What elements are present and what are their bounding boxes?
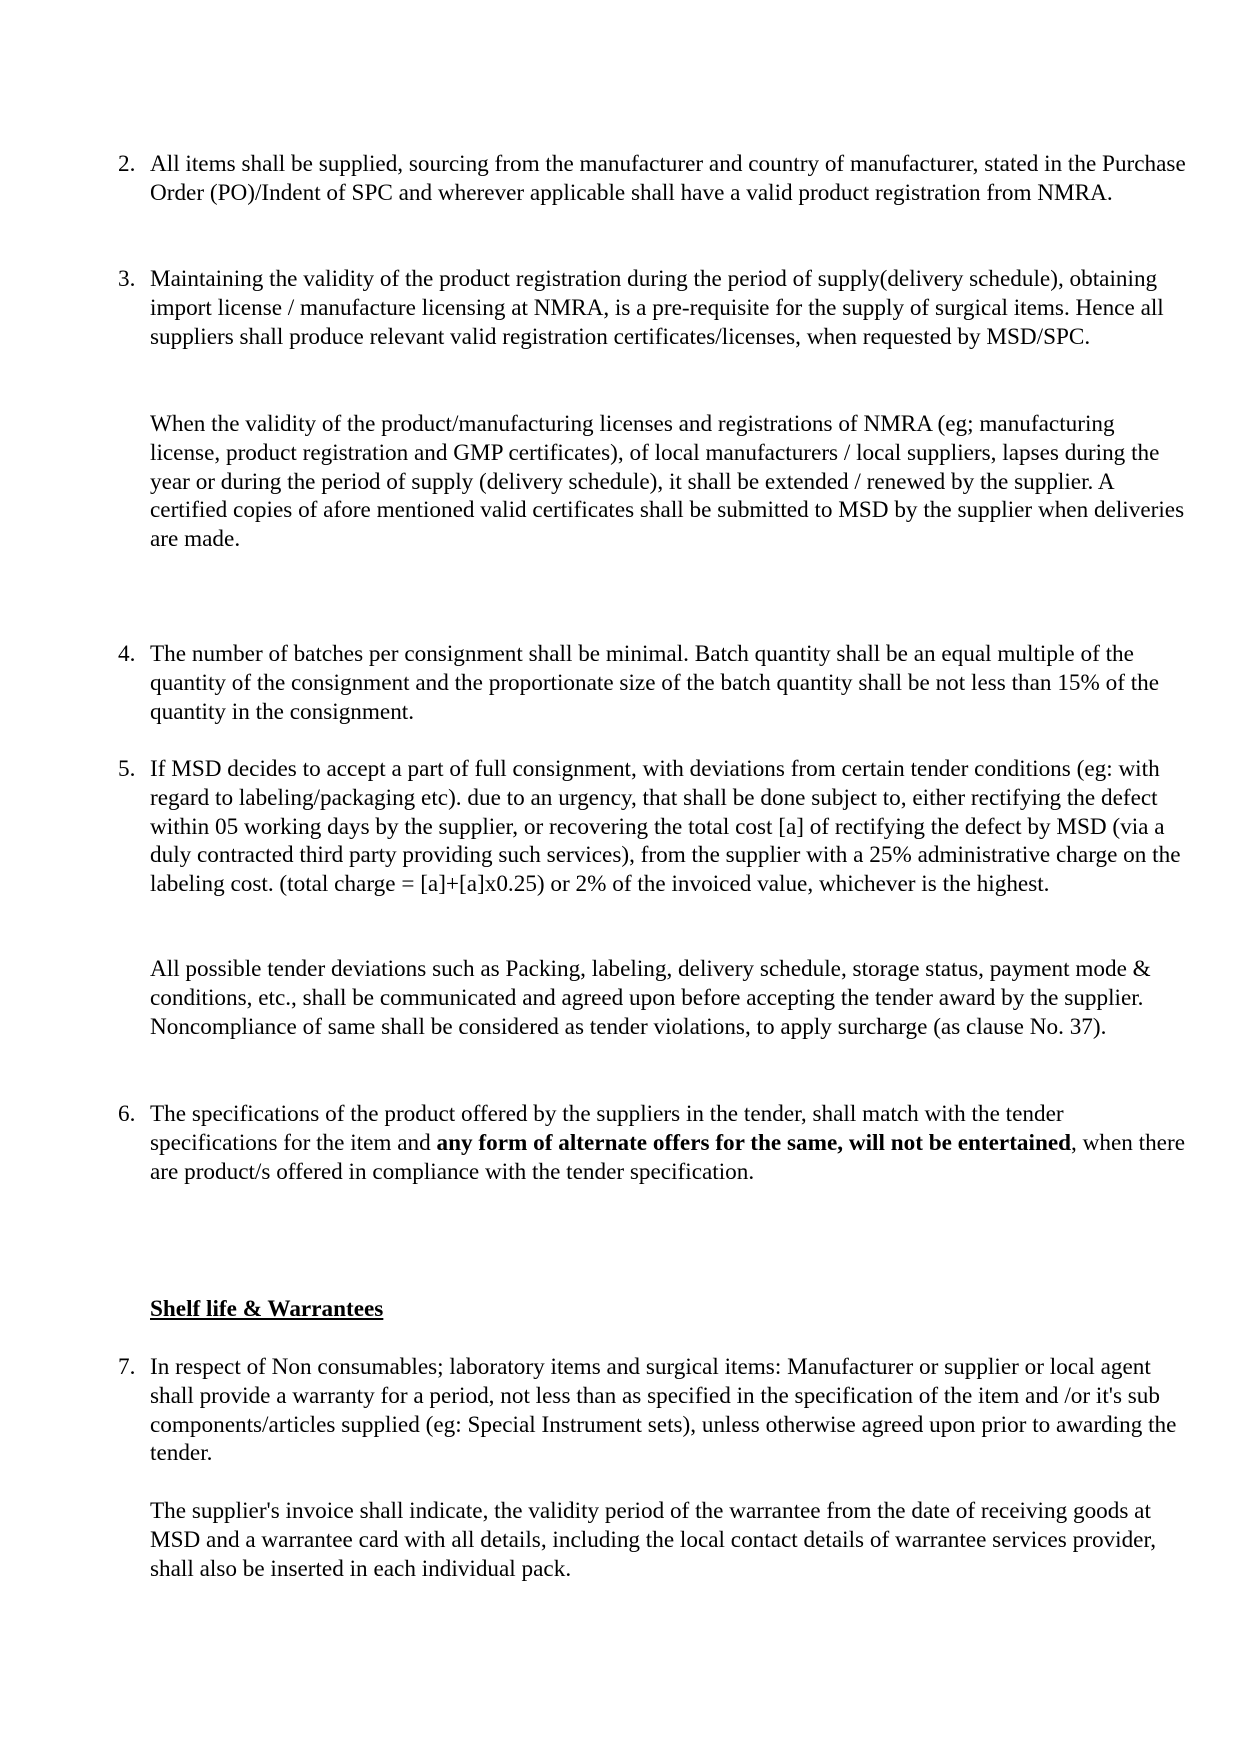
clause-7 xyxy=(118,1353,1188,1468)
clause-text xyxy=(150,1100,1188,1186)
clause-3-paragraph: When the validity of the product/manufacturing licenses and registrations of NMRA (eg; manufacturing license, product registration and GMP certificates), of local manufacturers / local suppliers, lapses during the year or during the period of supply (delivery schedule), it shall be extended / renewed by the supplier. A certified copies of afore mentioned valid certificates shall be submitted to MSD by the supplier when deliveries are made. xyxy=(150,411,1185,553)
clause-5-paragraph: All possible tender deviations such as Packing, labeling, delivery schedule, storage status, payment mode & conditions, etc., shall be communicated and agreed upon before accepting the tender award by the supplier. Noncompliance of same shall be considered as tender violations, to apply surcharge (as clause No. 37). xyxy=(150,956,1151,1040)
clause-number: 5. xyxy=(118,756,136,782)
clause-number: 3. xyxy=(118,266,136,292)
clause-text: The number of batches per consignment shall be minimal. Batch quantity shall be an equal multiple of the quantity of the consignment and the proportionate size of the batch quantity shall be not less than 15% of the quantity in the consignment. xyxy=(150,641,1160,725)
clause-number: 7. xyxy=(118,1354,136,1380)
clause-7-paragraph: The supplier's invoice shall indicate, the validity period of the warrantee from the date of receiving goods at MSD and a warrantee card with all details, including the local contact details of warrantee services provider, shall also be inserted in each individual pack. xyxy=(150,1498,1157,1582)
clause-text: Maintaining the validity of the product registration during the period of supply(delivery schedule), obtaining import license / manufacture licensing at NMRA, is a pre-requisite for the supply of surgical items. Hence all suppliers shall produce relevant valid registration certificates/licenses, when requested by MSD/SPC. xyxy=(150,266,1164,350)
section-heading: Shelf life & Warrantees xyxy=(150,1296,384,1322)
clause-3 xyxy=(118,265,1188,351)
clause-text-bold: any form of alternate offers for the same, will not be entertained xyxy=(436,1129,1072,1156)
clause-number: 6. xyxy=(118,1101,136,1127)
clause-6 xyxy=(118,1100,1188,1186)
clause-2 xyxy=(118,150,1188,208)
clause-number: 2. xyxy=(118,151,136,177)
clause-text: If MSD decides to accept a part of full consignment, with deviations from certain tender conditions (eg: with regard to labeling/packaging etc). due to an urgency, that shall be done subject to, either rectifying the defect within 05 working days by the supplier, or recovering the total cost [a] of rectifying the defect by MSD (via a duly contracted third party providing such services), from the supplier with a 25% administrative charge on the labeling cost. (total charge = [a]+[a]x0.25) or 2% of the invoiced value, whichever is the highest. xyxy=(150,756,1181,898)
clause-text-regular: The specifications of the product offered by the suppliers in the tender, shall match with the tender specifications for the item and xyxy=(150,1101,1064,1156)
clause-5 xyxy=(118,755,1188,899)
clause-text: In respect of Non consumables; laboratory items and surgical items: Manufacturer or supplier or local agent shall provide a warranty for a period, not less than as specified in the specification of the item and /or it's sub components/articles supplied (eg: Special Instrument sets), unless otherwise agreed upon prior to awarding the tender. xyxy=(150,1354,1177,1467)
clause-number: 4. xyxy=(118,641,136,667)
clause-4 xyxy=(118,640,1188,726)
clause-text: All items shall be supplied, sourcing from the manufacturer and country of manufacturer, stated in the Purchase Order (PO)/Indent of SPC and wherever applicable shall have a valid product registration from NMRA. xyxy=(150,151,1186,206)
clause-text-regular-end: , when there are product/s offered in compliance with the tender specification. xyxy=(150,1129,1185,1185)
